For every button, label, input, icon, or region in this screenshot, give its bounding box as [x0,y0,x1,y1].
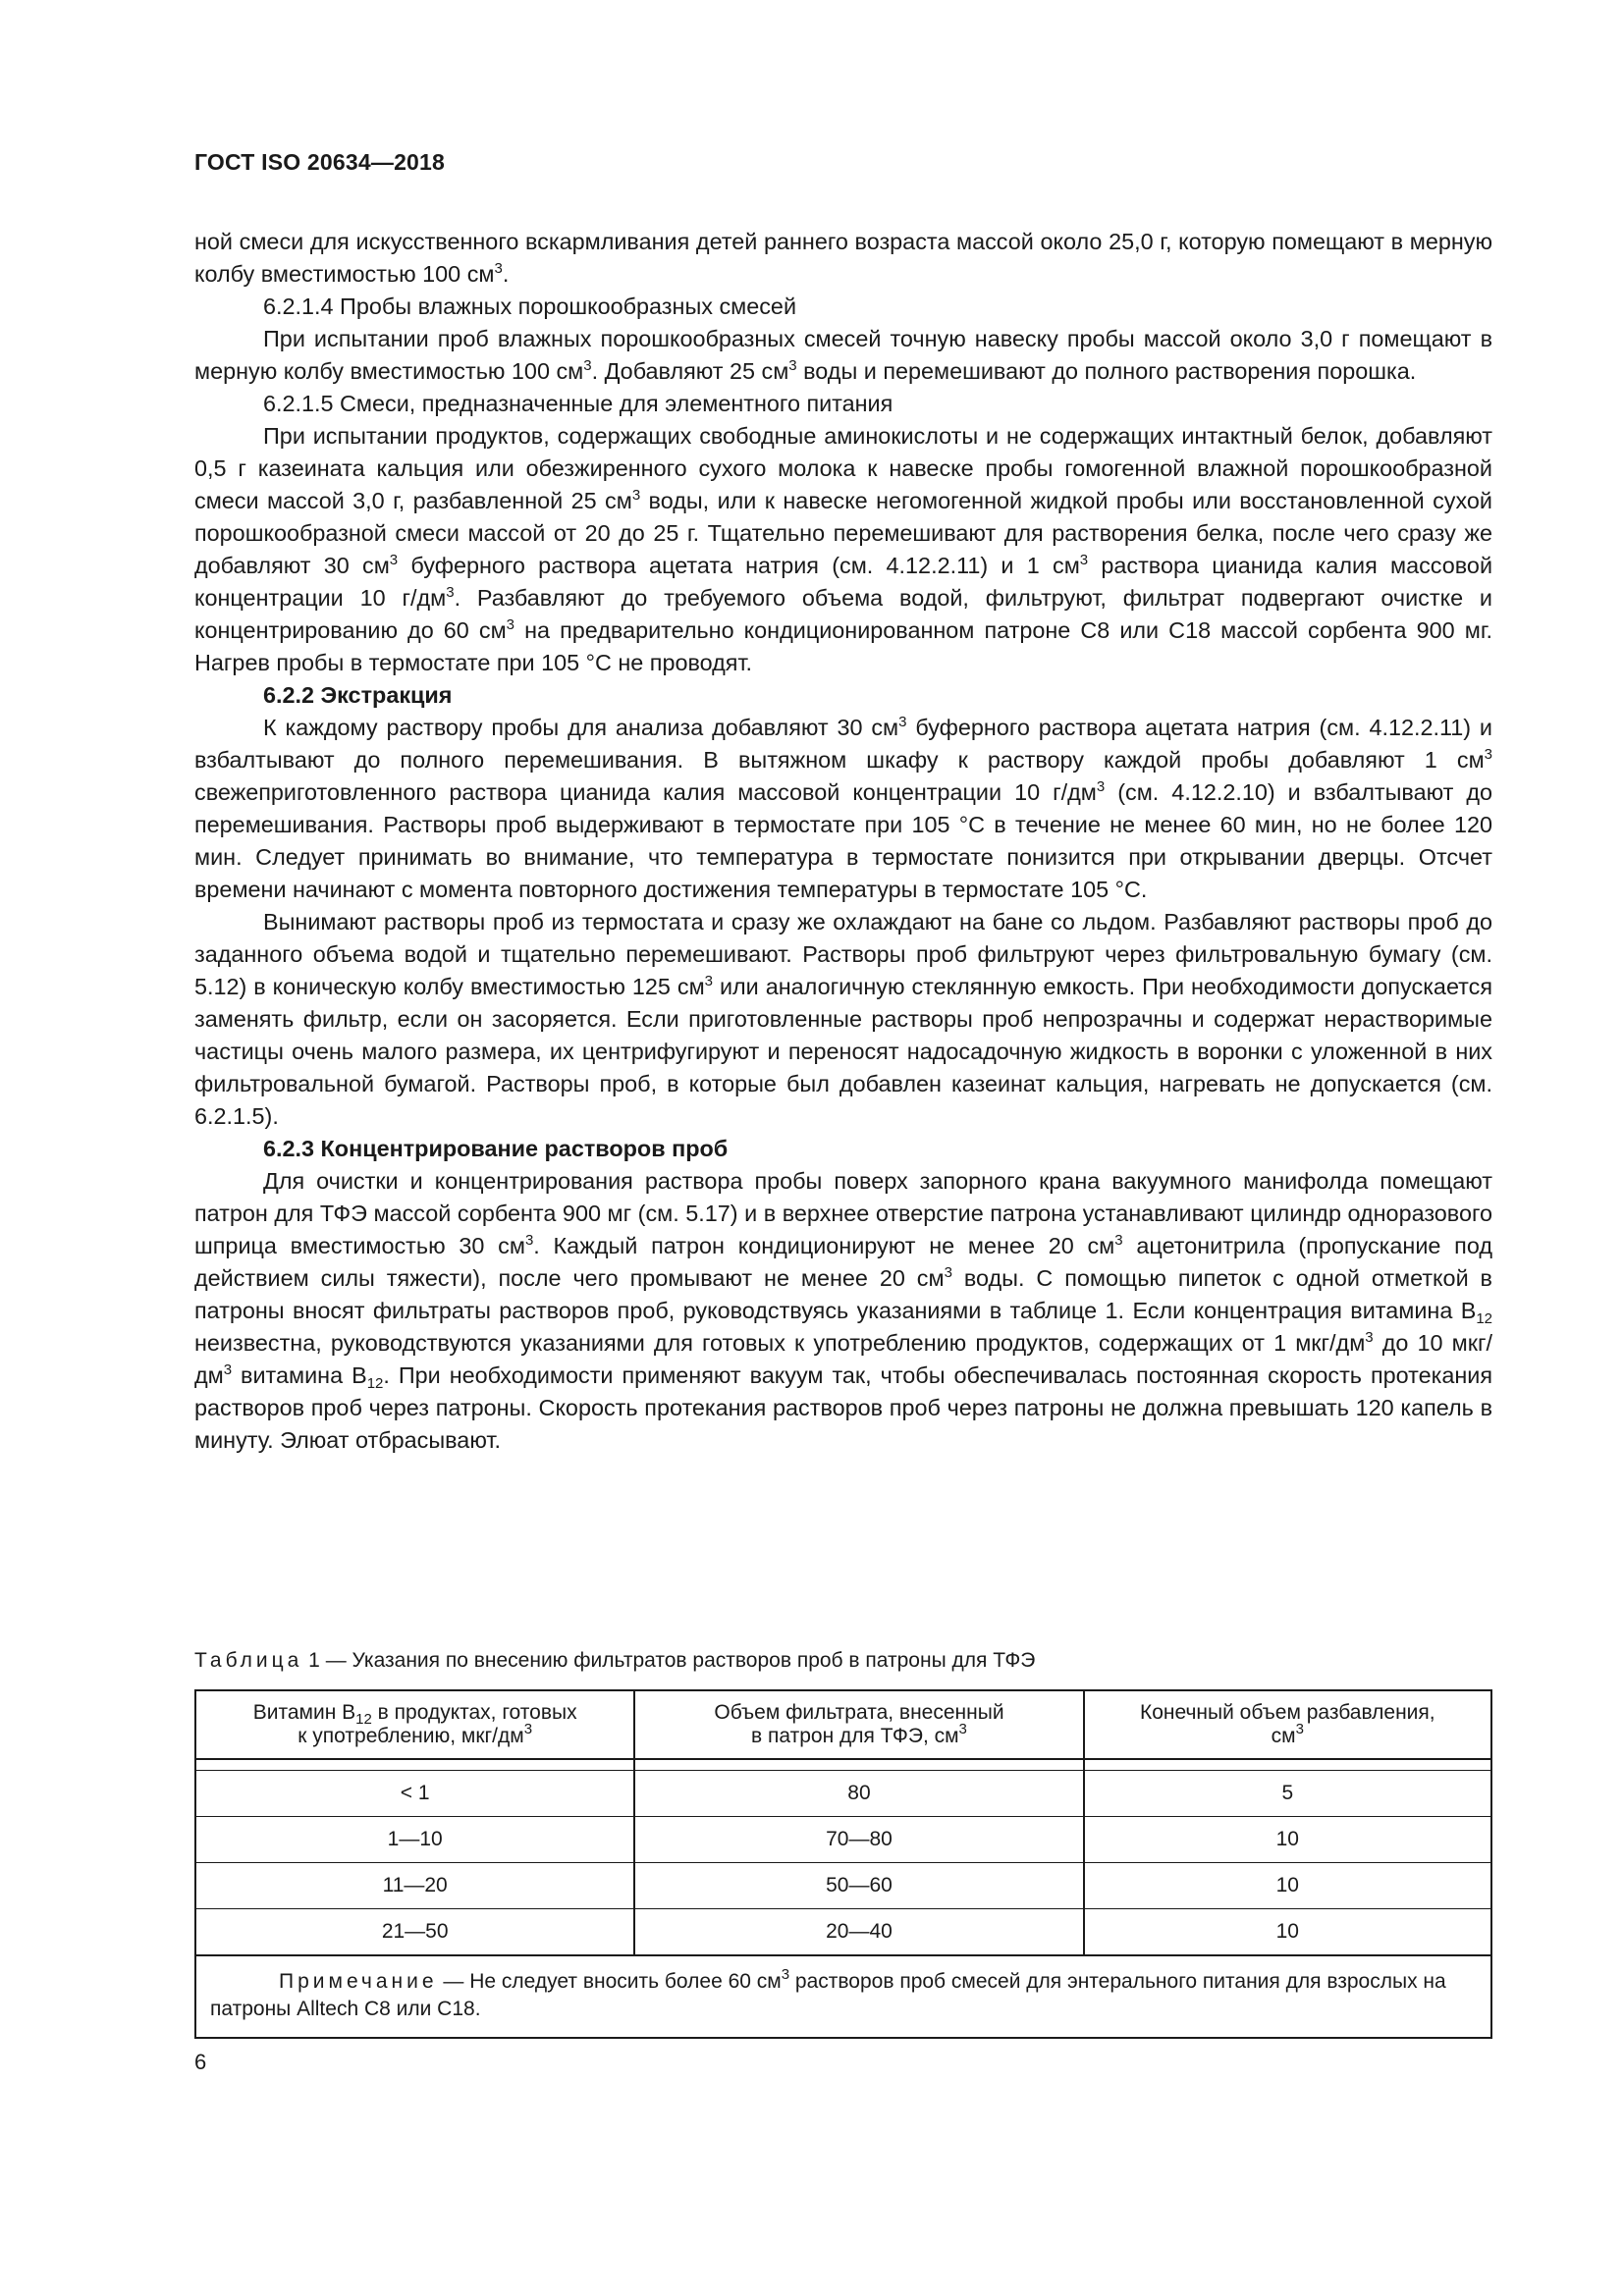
subsection-title: 6.2.1.4 Пробы влажных порошкообразных смесей [263,294,797,319]
dilution-table [194,1689,1492,2039]
document-header: ГОСТ ISO 20634—2018 [194,149,446,175]
table-row [195,1817,1491,1863]
table-cell: 11—20 [195,1863,634,1909]
table-cell: 1—10 [195,1817,634,1863]
table-row [195,1909,1491,1956]
table-cell: 80 [634,1771,1083,1817]
table-separator-row [195,1759,1491,1771]
page-number: 6 [194,2050,207,2074]
table-cell: < 1 [195,1771,634,1817]
section-heading: 6.2.3 Концентрирование растворов проб [263,1136,729,1161]
paragraph: При испытании проб влажных порошкообразных смесей точную навеску пробы массой около 3,0 г помещают в мерную колбу вместимостью 100 $см^3$. Добавляют 25 $см^3$ воды и перемешивают до полного растворения порошка. [194,326,1492,384]
paragraph: К каждому раствору пробы для анализа добавляют 30 $см^3$ буферного раствора ацетата натрия (см. 4.12.2.11) и взбалтывают до полного перемешивания. В вытяжном шкафу к раствору каждой пробы добавляют 1 $см^3$ свежеприготовленного раствора цианида калия массовой концентрации 10 $г/дм^3$ (см. 4.12.2.10) и взбалтывают до перемешивания. Растворы проб выдерживают в термостате при 105 °C в течение не менее 60 мин, но не более 120 мин. Следует принимать во внимание, что температура в термостате понизится при открывании дверцы. Отсчет времени начинают с момента повторного достижения температуры в термостате 105 °C. [194,714,1492,902]
table-cell: 5 [1084,1771,1491,1817]
paragraph: Вынимают растворы проб из термостата и сразу же охлаждают на бане со льдом. Разбавляют растворы проб до заданного объема водой и тщательно перемешивают. Растворы проб фильтруют через фильтровальную бумагу (см. 5.12) в коническую колбу вместимостью 125 $см^3$ или аналогичную стеклянную емкость. При необходимости допускается заменять фильтр, если он засоряется. Если приготовленные растворы проб непрозрачны и содержат нерастворимые частицы очень малого размера, их центрифугируют и переносят надосадочную жидкость в воронки с уложенной в них фильтровальной бумагой. Растворы проб, в которые был добавлен казеинат кальция, нагревать не допускается (см. 6.2.1.5). [194,909,1492,1129]
table-header-cell: Конечный объем разбавления, $см^3$ [1084,1690,1491,1759]
table-header-cell: Витамин $В_{12}$ в продуктах, готовых к употреблению, мкг/$дм^3$ [195,1690,634,1759]
table-row [195,1771,1491,1817]
table-cell: 50—60 [634,1863,1083,1909]
table-note-row [195,1955,1491,2038]
body-text [194,226,1492,1457]
table-cell: 70—80 [634,1817,1083,1863]
section-heading: 6.2.2 Экстракция [263,682,453,708]
table-cell: 10 [1084,1863,1491,1909]
paragraph: Для очистки и концентрирования раствора пробы поверх запорного крана вакуумного манифолда помещают патрон для ТФЭ массой сорбента 900 мг (см. 5.17) и в верхнее отверстие патрона устанавливают цилиндр одноразового шприца вместимостью 30 $см^3$. Каждый патрон кондиционируют не менее 20 $см^3$ ацетонитрила (пропускание под действием силы тяжести), после чего промывают не менее 20 $см^3$ воды. С помощью пипеток с одной отметкой в патроны вносят фильтраты растворов проб, руководствуясь указаниями в таблице 1. Если концентрация витамина $В_{12}$ неизвестна, руководствуются указаниями для готовых к употреблению продуктов, содержащих от 1 мкг/$дм^3$ до 10 мкг/$дм^3$ витамина $В_{12}$. При необходимости применяют вакуум так, чтобы обеспечивалась постоянная скорость протекания растворов проб через патроны. Скорость протекания растворов проб через патроны не должна превышать 120 капель в минуту. Элюат отбрасывают. [194,1168,1493,1453]
paragraph: ной смеси для искусственного вскармливания детей раннего возраста массой около 25,0 г, которую помещают в мерную колбу вместимостью 100 $см^3$. [194,229,1492,287]
table-cell: 20—40 [634,1909,1083,1956]
paragraph: При испытании продуктов, содержащих свободные аминокислоты и не содержащих интактный белок, добавляют 0,5 г казеината кальция или обезжиренного сухого молока к навеске пробы гомогенной влажной порошкообразной смеси массой 3,0 г, разбавленной 25 $см^3$ воды, или к навеске негомогенной жидкой пробы или восстановленной сухой порошкообразной смеси массой от 20 до 25 г. Тщательно перемешивают для растворения белка, после чего сразу же добавляют 30 $см^3$ буферного раствора ацетата натрия (см. 4.12.2.11) и 1 $см^3$ раствора цианида калия массовой концентрации 10 $г/дм^3$. Разбавляют до требуемого объема водой, фильтруют, фильтрат подвергают очистке и концентрированию до 60 $см^3$ на предварительно кондиционированном патроне С8 или С18 массой сорбента 900 мг. Нагрев пробы в термостате при 105 °C не проводят. [194,423,1493,675]
table-cell: 21—50 [195,1909,634,1956]
subsection-title: 6.2.1.5 Смеси, предназначенные для элементного питания [263,391,893,416]
table-cell: 10 [1084,1909,1491,1956]
table-row [195,1863,1491,1909]
table-header-row [195,1690,1491,1759]
table-cell: 10 [1084,1817,1491,1863]
table-header-cell: Объем фильтрата, внесенный в патрон для ТФЭ, $см^3$ [634,1690,1083,1759]
table-caption: Таблица 1 — Указания по внесению фильтратов растворов проб в патроны для ТФЭ [194,1649,1036,1672]
table-note: Примечание — Не следует вносить более 60 $см^3$ растворов проб смесей для энтерального питания для взрослых на патроны Alltech C8 или C18. [195,1955,1491,2038]
